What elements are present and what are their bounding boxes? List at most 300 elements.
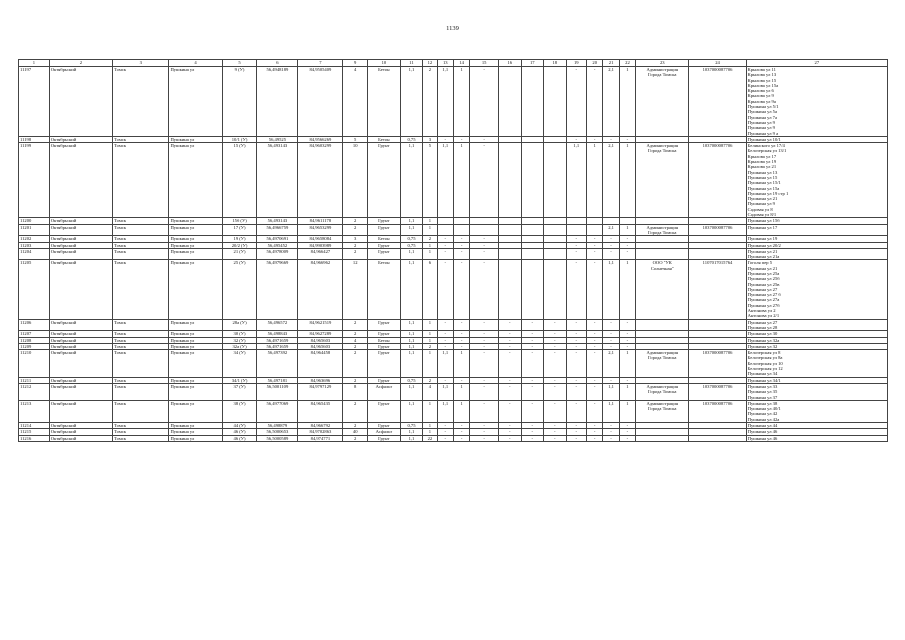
table-cell [587, 224, 603, 236]
table-cell: 1 [423, 218, 437, 224]
table-cell: Октябрьский [49, 331, 112, 337]
table-cell: Крылова ул 11 Крылова ул 13 Крылова ул 15 Крылова ул 15а Крылова ул 6 Крылова ул 9 Крылова ул 9а Пушкина ул 5/1 Пушкина ул 5а Пушкина ул 7а Пушкина ул 9 Пушкина ул 9 Пушкина ул 9 а [746, 67, 887, 137]
table-cell: - [603, 435, 619, 441]
table-cell [521, 143, 544, 218]
table-cell: Пушкина ул [169, 377, 222, 383]
table-cell: Томск [113, 319, 169, 331]
table-cell: - [566, 319, 586, 331]
table-cell: - [521, 429, 544, 435]
column-header: 2 [49, 60, 112, 67]
table-cell: Октябрьский [49, 224, 112, 236]
table-cell: 19 (У) [222, 236, 257, 242]
table-cell: Томск [113, 350, 169, 377]
table-cell: 84,9658084 [298, 236, 343, 242]
table-cell: - [498, 383, 521, 400]
column-header: 3 [113, 60, 169, 67]
table-cell: Томск [113, 337, 169, 343]
table-cell: - [498, 400, 521, 422]
table-cell: - [544, 331, 567, 337]
table-cell: - [603, 429, 619, 435]
table-cell: - [566, 435, 586, 441]
table-cell: 84,9505409 [298, 67, 343, 137]
table-cell: 56,5000653 [257, 429, 298, 435]
table-cell: Томск [113, 67, 169, 137]
column-header: 10 [367, 60, 400, 67]
table-cell: Пушкина ул 46 [746, 429, 887, 435]
table-cell: Пушкина ул [169, 136, 222, 142]
table-cell: - [619, 331, 635, 337]
table-cell: 2,1 [603, 224, 619, 236]
column-header: 12 [423, 60, 437, 67]
table-cell: 30 (У) [222, 331, 257, 337]
table-cell: - [587, 435, 603, 441]
table-cell: - [453, 242, 469, 248]
table-cell: 1,1 [603, 260, 619, 319]
table-cell: 56,4970691 [257, 236, 298, 242]
table-cell: 56,4966759 [257, 224, 298, 236]
table-cell: - [587, 343, 603, 349]
table-cell: 56,497181 [257, 377, 298, 383]
column-header: 11 [400, 60, 423, 67]
registry-table [18, 59, 888, 442]
table-cell [636, 248, 689, 260]
column-header: 1 [19, 60, 50, 67]
table-cell: - [453, 319, 469, 331]
table-cell: - [453, 331, 469, 337]
table-cell [521, 248, 544, 260]
table-cell: Томск [113, 423, 169, 429]
table-cell: - [566, 383, 586, 400]
table-cell: 84,9611178 [298, 218, 343, 224]
table-cell: 56,493143 [257, 218, 298, 224]
table-cell: Бетон [367, 260, 400, 319]
table-cell: Грунт [367, 350, 400, 377]
table-cell: - [453, 423, 469, 429]
table-cell: 15 (У) [222, 143, 257, 218]
table-cell: Пушкина ул 19 [746, 236, 887, 242]
table-cell: Грунт [367, 343, 400, 349]
column-header: 27 [746, 60, 887, 67]
table-cell: 11211 [19, 377, 50, 383]
table-cell: 1 [619, 383, 635, 400]
table-cell: Томск [113, 343, 169, 349]
table-cell: 56,497392 [257, 350, 298, 377]
table-cell: Пушкина ул 33 Пушкина ул 35 Пушкина ул 37 [746, 383, 887, 400]
table-cell: 1,1 [400, 260, 423, 319]
table-cell: Октябрьский [49, 143, 112, 218]
table-cell: - [521, 350, 544, 377]
table-cell: 1 [423, 429, 437, 435]
column-header: 13 [437, 60, 453, 67]
table-cell: - [544, 423, 567, 429]
table-cell: - [521, 400, 544, 422]
table-cell: Пушкина ул [169, 319, 222, 331]
table-cell: Грунт [367, 400, 400, 422]
table-cell: 11199 [19, 143, 50, 218]
table-cell: 56,4978009 [257, 248, 298, 260]
table-cell: - [587, 248, 603, 260]
table-cell: - [587, 331, 603, 337]
table-cell: - [437, 242, 453, 248]
table-cell: 2 [343, 435, 368, 441]
table-cell: Октябрьский [49, 242, 112, 248]
table-cell: 17 (У) [222, 224, 257, 236]
table-cell: - [587, 319, 603, 331]
column-header: 18 [544, 60, 567, 67]
table-cell: Белозерская ул 8 Белозерская ул 8а Белозерская ул 10 Белозерская ул 12 Пушкина ул 34 [746, 350, 887, 377]
table-cell: 11215 [19, 429, 50, 435]
table-cell: Пушкина ул 44 [746, 423, 887, 429]
table-cell: 1 [423, 350, 437, 377]
table-cell: Октябрьский [49, 236, 112, 242]
table-cell: - [544, 350, 567, 377]
table-cell [544, 260, 567, 319]
table-cell: 11197 [19, 67, 50, 137]
table-cell [566, 224, 586, 236]
table-cell: 1 [423, 331, 437, 337]
table-row [19, 435, 888, 441]
table-cell: - [521, 337, 544, 343]
table-cell: Пушкина ул [169, 331, 222, 337]
table-cell: Бетон [367, 136, 400, 142]
table-cell: 11200 [19, 218, 50, 224]
table-cell [544, 224, 567, 236]
table-cell: 84,9903989 [298, 242, 343, 248]
table-cell: 56,4971659 [257, 337, 298, 343]
table-cell: 1,1 [437, 67, 453, 137]
table-cell: 4 [343, 67, 368, 137]
table-cell: - [470, 67, 499, 137]
table-cell: - [544, 377, 567, 383]
table-cell: - [453, 136, 469, 142]
table-cell: - [470, 248, 499, 260]
column-header: 6 [257, 60, 298, 67]
table-cell: 1 [619, 224, 635, 236]
table-cell: - [521, 319, 544, 331]
table-cell: 1,1 [400, 143, 423, 218]
table-cell: 1037000087706 [689, 224, 746, 236]
table-cell: 38 (У) [222, 400, 257, 422]
table-cell [498, 248, 521, 260]
table-cell: 1 [423, 400, 437, 422]
table-cell: 84,9621519 [298, 319, 343, 331]
table-cell [498, 260, 521, 319]
table-cell: Грунт [367, 143, 400, 218]
table-cell: Администрация Города Томска [636, 224, 689, 236]
table-cell: Октябрьский [49, 435, 112, 441]
table-cell: 9 (У) [222, 67, 257, 137]
table-cell: - [437, 435, 453, 441]
table-cell: 10/1 (У) [222, 136, 257, 142]
table-cell: 84,964458 [298, 350, 343, 377]
table-row [19, 350, 888, 377]
table-cell: Пушкина ул [169, 343, 222, 349]
table-cell: 2 [423, 343, 437, 349]
table-cell: - [437, 136, 453, 142]
table-cell: - [470, 343, 499, 349]
page-number: 1139 [446, 25, 459, 32]
table-cell: - [566, 343, 586, 349]
table-cell: - [498, 350, 521, 377]
table-cell: 56,4977069 [257, 400, 298, 422]
table-cell: 84,965603 [298, 343, 343, 349]
table-cell: - [453, 260, 469, 319]
table-cell: 1 [453, 400, 469, 422]
table-cell: - [453, 337, 469, 343]
table-cell: - [498, 423, 521, 429]
table-cell [521, 260, 544, 319]
table-cell: - [566, 400, 586, 422]
table-cell: - [453, 248, 469, 260]
table-cell: 56,4979669 [257, 260, 298, 319]
table-cell: - [470, 242, 499, 248]
table-cell: Октябрьский [49, 350, 112, 377]
table-cell: - [521, 331, 544, 337]
table-cell: 2 [343, 319, 368, 331]
table-cell: Пушкина ул [169, 429, 222, 435]
table-cell: - [521, 435, 544, 441]
table-cell: - [470, 136, 499, 142]
table-cell: - [619, 242, 635, 248]
table-cell: 1037000087706 [689, 143, 746, 218]
table-cell: Администрация Города Томска [636, 400, 689, 422]
table-cell: 11207 [19, 331, 50, 337]
table-cell: - [603, 248, 619, 260]
table-cell: 1,1 [400, 67, 423, 137]
table-cell: Томск [113, 260, 169, 319]
table-cell: 12 [343, 260, 368, 319]
table-cell: - [619, 429, 635, 435]
table-cell: 56,5001109 [257, 383, 298, 400]
table-cell: Томск [113, 248, 169, 260]
table-cell: 1 [619, 400, 635, 422]
table-cell: 84,966792 [298, 423, 343, 429]
table-cell: 1 [619, 350, 635, 377]
table-cell: 5 [423, 143, 437, 218]
table-cell: Бетон [367, 67, 400, 137]
table-cell: - [470, 260, 499, 319]
table-cell: 6 [423, 260, 437, 319]
table-cell: - [453, 377, 469, 383]
table-cell: - [587, 383, 603, 400]
table-cell: - [587, 337, 603, 343]
table-row [19, 400, 888, 422]
table-cell: Томск [113, 331, 169, 337]
table-cell: - [566, 260, 586, 319]
table-cell: Пушкина ул 21 Пушкина ул 21а [746, 248, 887, 260]
table-cell: 2 [343, 423, 368, 429]
table-cell: 2,1 [603, 350, 619, 377]
table-cell: 1,1 [400, 248, 423, 260]
table-cell: 1,1 [400, 343, 423, 349]
table-cell: - [566, 429, 586, 435]
table-cell: 11208 [19, 337, 50, 343]
table-cell [544, 248, 567, 260]
table-cell [689, 248, 746, 260]
table-cell: - [544, 337, 567, 343]
table-cell: Пушкина ул [169, 423, 222, 429]
table-cell [544, 143, 567, 218]
table-cell: - [603, 242, 619, 248]
table-cell: Грунт [367, 435, 400, 441]
table-cell: - [566, 377, 586, 383]
table-cell: 56,4948189 [257, 67, 298, 137]
table-cell: - [603, 343, 619, 349]
table-cell: 1,1 [400, 400, 423, 422]
table-cell: 56,498843 [257, 331, 298, 337]
table-cell: 28а (У) [222, 319, 257, 331]
table-cell: Пушкина ул [169, 248, 222, 260]
table-cell: 56,496572 [257, 319, 298, 331]
table-cell: 3 [423, 136, 437, 142]
table-cell: - [544, 400, 567, 422]
table-cell: - [566, 236, 586, 242]
table-cell: 11198 [19, 136, 50, 142]
column-header: 19 [566, 60, 586, 67]
table-cell: - [603, 136, 619, 142]
table-cell: 84,966962 [298, 260, 343, 319]
table-cell: 44 (У) [222, 423, 257, 429]
table-cell: 4 [423, 383, 437, 400]
table-row [19, 67, 888, 137]
table-cell: Пушкина ул [169, 236, 222, 242]
table-cell: Пушкина ул [169, 218, 222, 224]
table-cell: - [521, 343, 544, 349]
table-cell: Пушкина ул 38 Пушкина ул 40/1 Пушкина ул 42 Пушкина ул 42а [746, 400, 887, 422]
table-cell: - [470, 236, 499, 242]
table-cell: - [619, 337, 635, 343]
table-cell: - [603, 236, 619, 242]
table-cell: - [587, 400, 603, 422]
table-cell: 1,1 [603, 400, 619, 422]
table-cell: Октябрьский [49, 337, 112, 343]
table-cell: 2,1 [603, 67, 619, 137]
table-cell: - [587, 423, 603, 429]
table-cell: 1 [587, 143, 603, 218]
table-cell: - [453, 429, 469, 435]
table-row [19, 248, 888, 260]
table-cell: 2 [343, 350, 368, 377]
table-cell: 56,49525 [257, 136, 298, 142]
table-cell [521, 224, 544, 236]
table-cell: 0,75 [400, 242, 423, 248]
table-cell [689, 435, 746, 441]
table-cell: 11206 [19, 319, 50, 331]
table-cell: - [498, 435, 521, 441]
table-cell: - [619, 343, 635, 349]
table-cell: Пушкина ул 10/1 [746, 136, 887, 142]
table-cell: 84,966427 [298, 248, 343, 260]
table-cell: Бетон [367, 337, 400, 343]
table-cell: Октябрьский [49, 260, 112, 319]
table-cell: 11201 [19, 224, 50, 236]
table-cell: 1 [423, 242, 437, 248]
table-cell: - [498, 343, 521, 349]
table-cell: - [470, 319, 499, 331]
table-cell: 1037000087706 [689, 383, 746, 400]
table-cell: 84,974771 [298, 435, 343, 441]
table-cell: - [498, 319, 521, 331]
table-cell: Белинского ул 17/4 Белозерская ул 13/1 Крылова ул 17 Крылова ул 19 Крылова ул 21 Пушкина ул 13 Пушкина ул 15 Пушкина ул 15/1 Пушкина ул 15а Пушкина ул 19 стр 1 Пушкина ул 21 Пушкина ул 9 Садовая ул 8 Садовая ул 8/1 [746, 143, 887, 218]
table-cell: 2 [343, 248, 368, 260]
table-cell: Октябрьский [49, 429, 112, 435]
table-cell: - [566, 350, 586, 377]
table-cell: 1,1 [437, 383, 453, 400]
table-cell: - [437, 248, 453, 260]
table-cell: - [498, 331, 521, 337]
header-row [19, 60, 888, 67]
column-header: 7 [298, 60, 343, 67]
table-cell: - [521, 377, 544, 383]
table-cell: - [470, 429, 499, 435]
table-cell: 3 [343, 236, 368, 242]
column-header: 17 [521, 60, 544, 67]
table-cell: 84,9797129 [298, 383, 343, 400]
table-cell: - [566, 337, 586, 343]
table-cell [521, 67, 544, 137]
table-cell: - [453, 343, 469, 349]
table-cell: - [603, 319, 619, 331]
table-cell: 1,1 [400, 331, 423, 337]
table-cell: - [453, 236, 469, 242]
table-cell: Томск [113, 218, 169, 224]
table-cell: 56,493143 [257, 143, 298, 218]
table-cell: 5 [343, 136, 368, 142]
table-cell: 84,9653299 [298, 224, 343, 236]
table-cell: - [566, 242, 586, 248]
table-cell: - [619, 136, 635, 142]
table-row [19, 143, 888, 218]
column-header: 22 [619, 60, 635, 67]
table-cell [437, 224, 453, 236]
table-cell: 1,1 [437, 143, 453, 218]
table-cell: Октябрьский [49, 383, 112, 400]
table-cell: 1,1 [400, 429, 423, 435]
table-cell: 20/2 (У) [222, 242, 257, 248]
table-cell: 46 (У) [222, 429, 257, 435]
column-header: 21 [603, 60, 619, 67]
table-cell: 2 [343, 343, 368, 349]
table-cell [470, 224, 499, 236]
table-row [19, 260, 888, 319]
table-cell: 84,965603 [298, 337, 343, 343]
table-cell: Томск [113, 224, 169, 236]
table-cell: 11213 [19, 400, 50, 422]
table-cell: - [470, 377, 499, 383]
table-cell: 32а (У) [222, 343, 257, 349]
table-cell: - [470, 423, 499, 429]
table-cell: - [498, 377, 521, 383]
table-cell: Грунт [367, 377, 400, 383]
table-cell: 1,1 [400, 337, 423, 343]
table-cell: ООО "УК Солнечная" [636, 260, 689, 319]
table-cell: 34 (У) [222, 350, 257, 377]
table-cell: 22 [423, 435, 437, 441]
table-cell: 56,498879 [257, 423, 298, 429]
table-row [19, 383, 888, 400]
table-cell: - [587, 350, 603, 377]
table-cell: Томск [113, 377, 169, 383]
table-cell: Бетон [367, 236, 400, 242]
table-cell: - [544, 343, 567, 349]
table-cell: 34/1 (У) [222, 377, 257, 383]
table-cell: Октябрьский [49, 136, 112, 142]
table-cell: - [587, 260, 603, 319]
table-cell: Пушкина ул [169, 400, 222, 422]
table-cell: 2 [343, 400, 368, 422]
column-header: 24 [689, 60, 746, 67]
table-cell: 2 [423, 236, 437, 242]
